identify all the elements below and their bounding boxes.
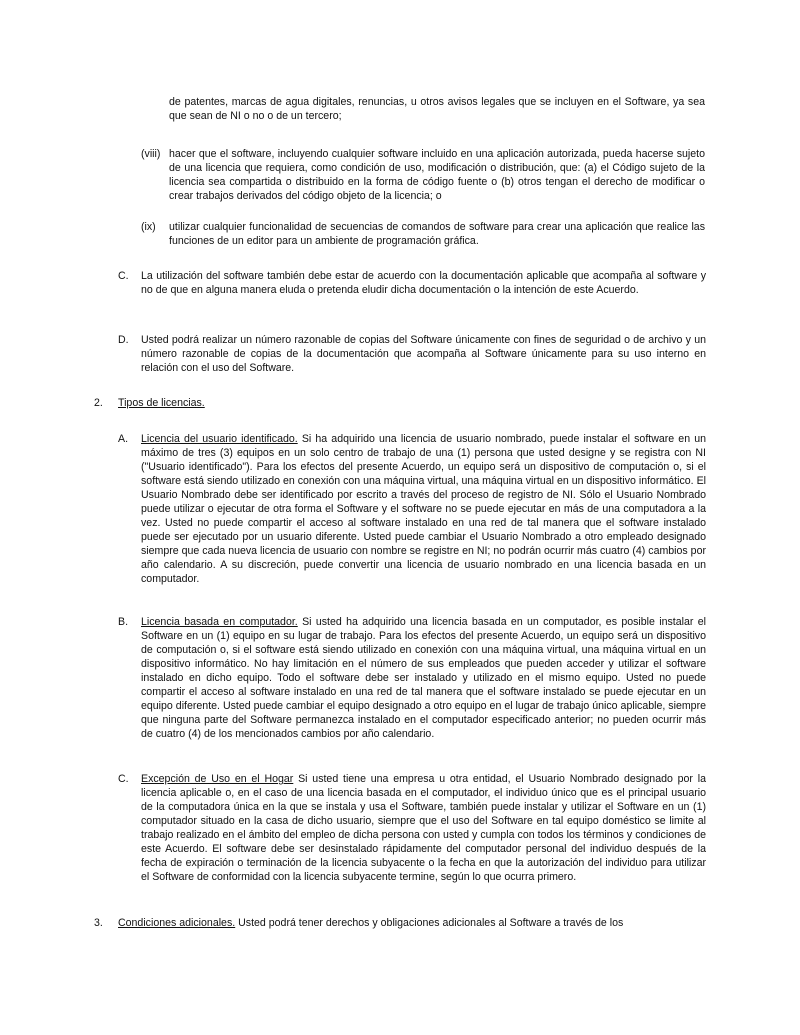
list-label-d: D.: [118, 334, 129, 346]
paragraph-text: Usted podrá tener derechos y obligaciones adicionales al Software a través de los: [235, 917, 624, 929]
list-label-ix: (ix): [141, 221, 156, 233]
section-3: [118, 916, 706, 930]
list-label-viii: (viii): [141, 148, 161, 160]
paragraph-text: La utilización del software también debe estar de acuerdo con la documentación aplicable que acompaña al software y no de que en alguna manera eluda o pretenda eludir dicha documentación o la intención de este Acuerdo.: [141, 270, 706, 296]
license-title: Licencia del usuario identificado.: [141, 433, 298, 445]
list-item-ix: [169, 220, 705, 248]
paragraph: [141, 615, 706, 741]
section-number-3: 3.: [94, 917, 103, 929]
list-item-d: [141, 333, 706, 375]
section-number-2: 2.: [94, 397, 103, 409]
paragraph-text: hacer que el software, incluyendo cualquier software incluido en una aplicación autorizada, pueda hacerse sujeto de una licencia que requiera, como condición de uso, modificación o distribución, que: (a) el Código sujeto de la licencia sea compartida o distribuido en la forma de código fuente o (b) otros tengan el derecho de modificar o crear trabajos derivados del código objeto de la licencia; o: [169, 148, 705, 202]
list-item-c: [141, 269, 706, 297]
section-title-2: Tipos de licencias.: [118, 397, 205, 409]
section-title-3: Condiciones adicionales.: [118, 917, 236, 929]
license-title: Licencia basada en computador.: [141, 616, 298, 628]
paragraph: [141, 772, 706, 884]
license-title: Excepción de Uso en el Hogar: [141, 773, 294, 785]
list-item-viii: [169, 147, 705, 203]
license-home-use: [141, 772, 706, 884]
list-label-b: B.: [118, 616, 129, 628]
paragraph-text: Si usted ha adquirido una licencia basada en un computador, es posible instalar el Software en un (1) equipo en su lugar de trabajo. Para los efectos del presente Acuerdo, un equipo será un dispositivo de computación o, si el software está siendo utilizado en conexión con una máquina virtual, una máquina virtual en un dispositivo informático. No hay limitación en el número de sus empleados que pueden acceder y utilizar el software instalado en dicho equipo. Todo el software debe ser instalado y utilizado en el mismo equipo. Usted no puede compartir el acceso al software instalado en una red de tal manera que el software instalado se puede ejecutar en un equipo diferente. Usted puede cambiar el equipo designado a otro equipo en el lugar de trabajo único aplicable, siempre que ninguna parte del Software permanezca instalado en el computador especificado anterior; no pueden ocurrir más de cuatro (4) de los mencionados cambios por año calendario.: [141, 616, 706, 740]
list-label-c2: C.: [118, 773, 129, 785]
list-label-c: C.: [118, 270, 129, 282]
paragraph-text: Si usted tiene una empresa u otra entidad, el Usuario Nombrado designado por la licencia aplicable o, en el caso de una licencia basada en el computador, el individuo único que es el principal usuario de la computadora única en la que se instala y usa el Software, también puede instalar y utilizar el Software en un (1) computador situado en la casa de dicho usuario, siempre que el uso del Software en tal equipo doméstico se limite al trabajo realizado en el ámbito del empleo de dicha persona con usted y cumpla con todos los términos y condiciones de este Acuerdo. El software debe ser desinstalado rápidamente del computador personal del individuo después de la fecha de expiración o terminación de la licencia subyacente o la fecha en que la autorización del individuo para utilizar el Software de conformidad con la licencia subyacente termine, según lo que ocurra primero.: [141, 773, 706, 883]
list-item-continuation: [169, 95, 705, 123]
paragraph: [118, 916, 706, 930]
license-named-user: [141, 432, 706, 586]
paragraph-text: de patentes, marcas de agua digitales, renuncias, u otros avisos legales que se incluyen en el Software, ya sea que sean de NI o no o de un tercero;: [169, 96, 705, 122]
paragraph-text: Si ha adquirido una licencia de usuario nombrado, puede instalar el software en un máximo de tres (3) equipos en un solo centro de trabajo de una (1) persona que usted designe y se registra con NI ("Usuario identificado"). Para los efectos del presente Acuerdo, un equipo será un dispositivo de computación o, si el software está siendo utilizado en conexión con una máquina virtual, una máquina virtual en un dispositivo informático. El Usuario Nombrado debe ser identificado por escrito a través del proceso de registro de NI. Sólo el Usuario Nombrado puede utilizar o ejecutar de otra forma el Software y el software no se puede ejecutar en más de una computadora a la vez. Usted no puede compartir el acceso al software instalado en una red de tal manera que el software instalado puede ser ejecutado por un usuario diferente. Usted puede cambiar el Usuario Nombrado a otro empleado designado siempre que cada nueva licencia de usuario con nombre se registre en NI; no podrán ocurrir más cuatro (4) cambios por año calendario. A su discreción, puede convertir una licencia de usuario nombrado en una licencia basada en un computador.: [141, 433, 706, 585]
paragraph-text: utilizar cualquier funcionalidad de secuencias de comandos de software para crear una aplicación que realice las funciones de un editor para un ambiente de programación gráfica.: [169, 221, 705, 247]
list-label-a: A.: [118, 433, 129, 445]
license-computer-based: [141, 615, 706, 741]
paragraph-text: Usted podrá realizar un número razonable de copias del Software únicamente con fines de seguridad o de archivo y un número razonable de copias de la documentación que acompaña al Software únicamente para su uso interno en relación con el uso del Software.: [141, 334, 706, 374]
paragraph: [141, 432, 706, 586]
